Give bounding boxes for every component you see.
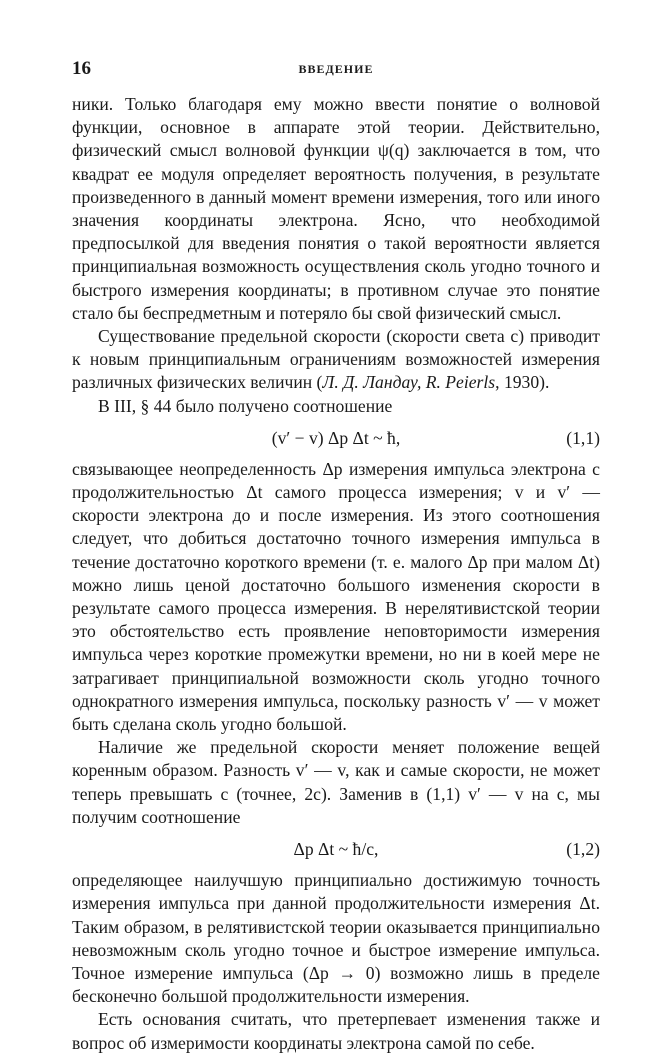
text-body — [72, 93, 600, 1055]
paragraph-6: определяющее наилучшую принципиально достижимую точность измерения импульса при данной продолжительности измерения Δt. Таким образом, в релятивистской теории оказывается принципиально невозможным сколь угодно точное и быстрое измерение импульса. Точное измерение импульса (Δp → 0) возможно лишь в пределе бесконечно большой продолжительности измерения. — [72, 870, 600, 1007]
equation-expression: (v′ − v) Δp Δt ~ ħ, — [271, 427, 401, 448]
equation-number: (1,1) — [566, 427, 600, 448]
citation-authors: Л. Д. Ландау, R. Peierls — [322, 372, 496, 393]
paragraph-4: связывающее неопределенность Δp измерения импульса электрона с продолжительностью Δt самого процесса измерения; v и v′ — скорости электрона до и после измерения. Из этого соотношения следует, что добиться достаточно точного измерения импульса в течение достаточно короткого времени (т. е. малого Δp при малом Δt) можно лишь ценой достаточно большого изменения скорости в результате самого процесса измерения. В нерелятивистской теории это обстоятельство есть проявление неповторимости измерения импульса через короткие промежутки времени, но ни в коей мере не затрагивает принципиальной возможности сколь угодно точного однократного измерения импульса, поскольку разность v′ — v может быть сделана сколь угодно большой. — [72, 458, 600, 735]
page-number: 16 — [72, 58, 91, 79]
equation-number: (1,2) — [566, 839, 600, 860]
equation-expression: Δp Δt ~ ħ/c, — [293, 839, 379, 860]
page-header — [72, 58, 600, 84]
equation-1-1 — [72, 418, 600, 458]
paragraph-5: Наличие же предельной скорости меняет положение вещей коренным образом. Разность v′ — v, как и самые скорости, не может теперь превышать c (точнее, 2c). Заменив в (1,1) v′ — v на c, мы получим соотношение — [72, 737, 600, 827]
paragraph-7: Есть основания считать, что претерпевает изменения также и вопрос об измеримости координаты электрона самой по себе. — [72, 1009, 600, 1053]
paragraph-3: В III, § 44 было получено соотношение — [98, 395, 393, 416]
running-title: ВВЕДЕНИЕ — [298, 62, 374, 76]
equation-1-2 — [72, 829, 600, 869]
paragraph-2 — [72, 325, 600, 395]
citation-year: , 1930). — [495, 372, 550, 393]
paragraph-1: ники. Только благодаря ему можно ввести понятие о волновой функции, основное в аппарате этой теории. Действительно, физический смысл волновой функции ψ(q) заключается в том, что квадрат ее модуля определяет вероятность получения, в результате произведенного в данный момент времени измерения, того или иного значения координаты электрона. Ясно, что необходимой предпосылкой для введения понятия о такой вероятности является принципиальная возможность осуществления сколь угодно точного и быстрого измерения координаты; в противном случае это понятие стало бы беспредметным и потеряло бы свой физический смысл. — [72, 94, 600, 323]
paragraph-2-text: Существование предельной скорости (скорости света c) приводит к новым принципиальным ограничениям возможностей измерения различных физических величин ( — [72, 326, 600, 393]
